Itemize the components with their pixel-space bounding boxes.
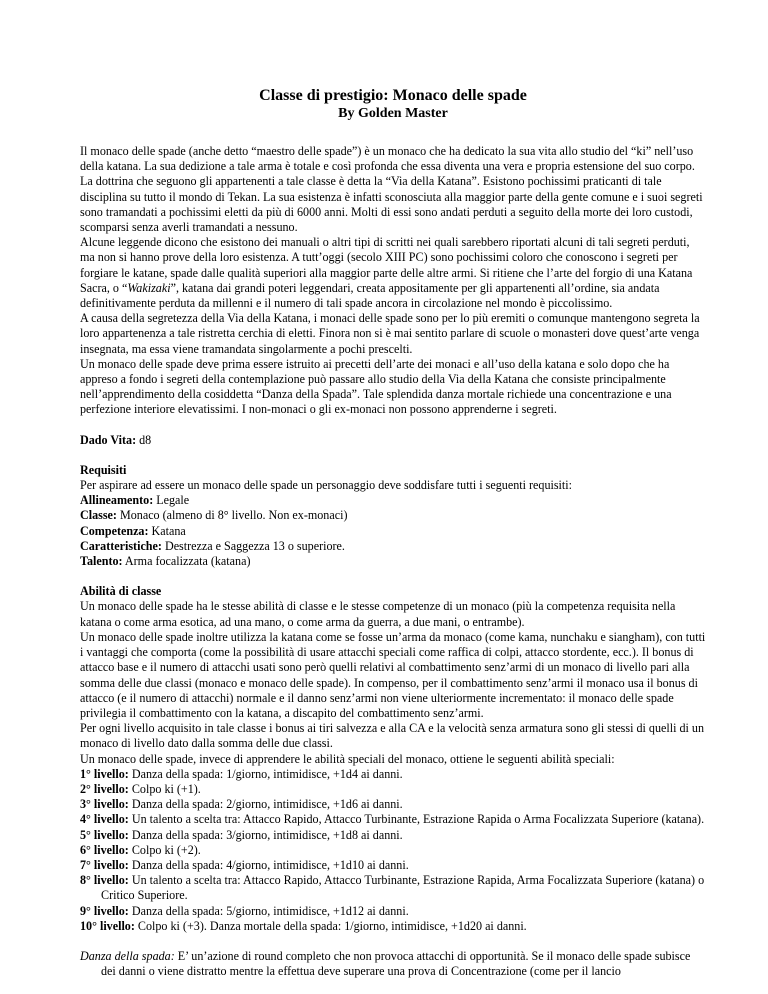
level-text: Colpo ki (+3). Danza mortale della spada: 1/giorno, intimidisce, +1d20 ai danni. (134, 918, 527, 933)
intro-paragraph-4: Un monaco delle spade deve prima essere istruito ai precetti dell’arte dei monaci e all’uso della katana e solo dopo che ha appreso a fondo i segreti della contemplazione può passare allo studio della Via della Katana che consiste principalmente nell’apprendimento della cosiddetta “Danza della Spada”. Tale splendida danza mortale richiede una concentrazione e una perfezione interiore elevatissimi. I non-monaci o gli ex-monaci non possono apprenderne i segreti. (80, 356, 672, 417)
level-item (80, 873, 706, 903)
level-text: Colpo ki (+1). (128, 781, 201, 796)
abilities-paragraph: Per ogni livello acquisito in tale classe i bonus ai tiri salvezza e alla CA e la velocità senza armatura sono gli stessi di quelli di un monaco di livello dato dalla somma delle due classi. (80, 721, 705, 751)
level-item (80, 797, 706, 812)
abilities-paragraph: Un monaco delle spade, invece di apprendere le abilità speciali del monaco, ottiene le seguenti abilità speciali: (80, 751, 615, 766)
level-text: Danza della spada: 3/giorno, intimidisce, +1d8 ai danni. (128, 827, 403, 842)
level-text: Danza della spada: 2/giorno, intimidisce, +1d6 ai danni. (128, 797, 403, 812)
level-text: Un talento a scelta tra: Attacco Rapido, Attacco Turbinante, Estrazione Rapida, Arma Focalizzata Superiore (katana) o Critico Superiore. (101, 873, 705, 903)
requirement-value: Arma focalizzata (katana) (122, 554, 251, 569)
level-item (80, 767, 706, 782)
requirement-label: Competenza: (80, 523, 149, 538)
level-label: 3° livello: (80, 797, 129, 812)
level-label: 7° livello: (80, 857, 129, 872)
level-text: Colpo ki (+2). (128, 842, 201, 857)
level-item (80, 904, 706, 919)
level-label: 8° livello: (80, 873, 129, 888)
requirement-label: Allineamento: (80, 493, 154, 508)
document-author: By Golden Master (338, 106, 448, 121)
requirement-label: Talento: (80, 554, 123, 569)
requirement-item (80, 524, 706, 539)
level-label: 10° livello: (80, 918, 135, 933)
hit-die-value: d8 (136, 432, 152, 447)
requirement-value: Legale (153, 493, 190, 508)
abilities-paragraph: Un monaco delle spade ha le stesse abilità di classe e le stesse competenze di un monaco (più la competenza requisita nella katana o come arma esotica, ad una mano, o come arma da guerra, a due mani, o entrambe). (80, 599, 676, 629)
level-label: 2° livello: (80, 781, 129, 796)
level-label: 1° livello: (80, 766, 129, 781)
intro-paragraph-1: Il monaco delle spade (anche detto “maestro delle spade”) è un monaco che ha dedicato la sua vita allo studio del “ki” nell’uso della katana. La sua dedizione a tale arma è totale e così profonda che essa diventa una vera e propria estensione del suo corpo. La dottrina che seguono gli appartenenti a tale classe è detta la “Via della Katana”. Esistono pochissimi praticanti di tale disciplina su tutto il mondo di Tekan. La sua esistenza è infatti sconosciuta alla maggior parte della gente comune e i suoi segreti sono tramandati a pochissimi eletti da più di 6000 anni. Molti di essi sono andati perduti a seguito della morte dei loro custodi, scomparsi senza averli tramandati a nessuno. (80, 144, 703, 235)
hit-die-label: Dado Vita: (80, 432, 137, 447)
level-item (80, 843, 706, 858)
abilities-paragraph: Un monaco delle spade inoltre utilizza la katana come se fosse un’arma da monaco (come kama, nunchaku e siangham), con tutti i vantaggi che comporta (come la possibilità di usare attacchi speciali come raffica di colpi, attacco stordente, ecc.). Il bonus di attacco base e il numero di attacchi usati sono però quelli relativi al combattimento senz’armi di un monaco di livello pari alla somma delle due classi (monaco e monaco delle spade). In compenso, per il combattimento senz’armi il monaco usa il bonus di attacco (e il numero di attacchi) normale e il danno senz’armi non viene ulteriormente incrementato: il monaco delle spade privilegia il combattimento con la katana, a discapito del combattimento senz’armi. (80, 629, 706, 720)
document-page (80, 86, 706, 979)
sword-dance-text: E’ un’azione di round completo che non provoca attacchi di opportunità. Se il monaco delle spade subisce dei danni o viene distratto mentre la effettua deve superare una prova di Concentrazione (come per il lancio (101, 948, 691, 979)
requirement-label: Caratteristiche: (80, 538, 162, 553)
requirement-item (80, 554, 706, 569)
intro-paragraph-2: Alcune leggende dicono che esistono dei manuali o altri tipi di scritti nei quali sarebbero riportati alcuni di tali segreti perduti, ma non si hanno prove della loro esistenza. A tutt’oggi (secolo XIII PC) sono pochissimi coloro che conoscono i segreti per forgiare le katane, spade dalle qualità superiori alla maggior parte delle altre armi. Si ritiene che l’arte del forgio di una Katana Sacra, o “Wakizaki”, katana dai grandi poteri leggendari, creata appositamente per gli appartenenti all’ordine, sia andata definitivamente perduta da millenni e il numero di tali spade ancora in circolazione nel mondo è piccolissimo. (80, 235, 693, 311)
level-item (80, 812, 706, 827)
requirement-label: Classe: (80, 508, 117, 523)
document-title: Classe di prestigio: Monaco delle spade (259, 87, 527, 104)
level-label: 9° livello: (80, 903, 129, 918)
wakizaki-term: Wakizaki (127, 280, 171, 295)
requirement-value: Monaco (almeno di 8° livello. Non ex-monaci) (116, 508, 348, 523)
requirement-item (80, 508, 706, 523)
intro-paragraph-3: A causa della segretezza della Via della Katana, i monaci delle spade sono per lo più eremiti o comunque mantengono segreta la loro appartenenza a tale ristretta cerchia di eletti. Finora non si è mai sentito parlare di scuole o monasteri dove quest’arte venga insegnata, ma essa viene tramandata singolarmente a pochi prescelti. (80, 311, 700, 356)
requirement-item (80, 539, 706, 554)
level-label: 4° livello: (80, 812, 129, 827)
level-item (80, 782, 706, 797)
requirement-value: Katana (148, 523, 186, 538)
sword-dance-term: Danza della spada: (80, 948, 175, 963)
level-text: Danza della spada: 4/giorno, intimidisce, +1d10 ai danni. (128, 857, 409, 872)
requirement-item (80, 493, 706, 508)
level-text: Danza della spada: 5/giorno, intimidisce, +1d12 ai danni. (128, 903, 409, 918)
level-text: Danza della spada: 1/giorno, intimidisce, +1d4 ai danni. (128, 766, 403, 781)
abilities-heading: Abilità di classe (80, 584, 162, 599)
level-text: Un talento a scelta tra: Attacco Rapido, Attacco Turbinante, Estrazione Rapida o Arma Focalizzata Superiore (katana). (128, 812, 705, 827)
level-item (80, 858, 706, 873)
level-label: 6° livello: (80, 842, 129, 857)
requirement-value: Destrezza e Saggezza 13 o superiore. (161, 538, 345, 553)
level-label: 5° livello: (80, 827, 129, 842)
level-item (80, 919, 706, 934)
hit-die-line (80, 433, 706, 448)
level-item (80, 828, 706, 843)
requirements-heading: Requisiti (80, 462, 127, 477)
requirements-intro: Per aspirare ad essere un monaco delle spade un personaggio deve soddisfare tutti i seguenti requisiti: (80, 478, 572, 493)
sword-dance-paragraph (80, 949, 706, 979)
